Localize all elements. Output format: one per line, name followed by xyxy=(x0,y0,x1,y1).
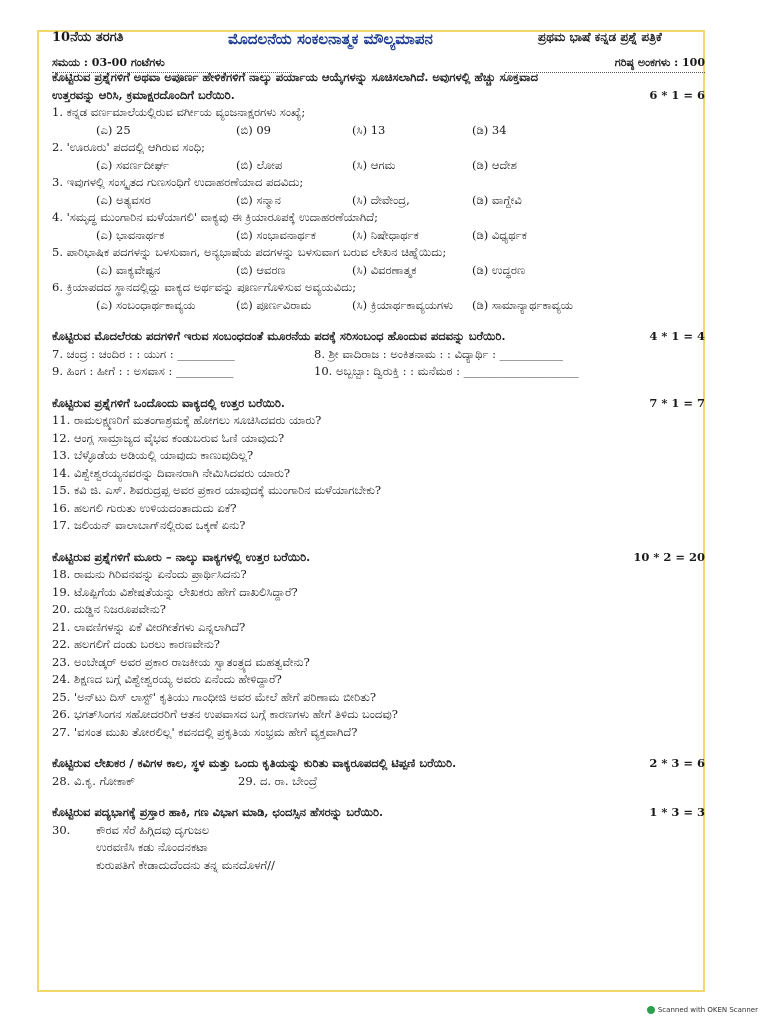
option-c: (ಸಿ) ಆಗಮ xyxy=(352,157,396,172)
question-22: 22. ಹಲಗಲಿಗೆ ದಂಡು ಬರಲು ಕಾರಣವೇನು? xyxy=(52,637,220,651)
question-17: 17. ಜಲಿಯನ್ ವಾಲಾಬಾಗ್‌ನಲ್ಲಿರುವ ಒಕ್ಕಣೆ ಏನು? xyxy=(52,518,246,532)
option-b: (ಬಿ) ಸನ್ಮಾನ xyxy=(236,192,281,207)
question-18: 18. ರಾಮನು ಗಿರಿವನವನ್ನು ಏನೆಂದು ಪ್ರಾರ್ಥಿಸಿದನು? xyxy=(52,567,247,581)
option-c: (ಸಿ) 13 xyxy=(352,122,386,137)
question-1-options xyxy=(52,122,705,140)
option-c: (ಸಿ) ದೇವೇಂದ್ರ, xyxy=(352,192,410,207)
question-20: 20. ದುಡ್ಡಿನ ನಿಜರೂಪವೇನು? xyxy=(52,602,166,616)
option-b: (ಬಿ) ಪೂರ್ಣವಿರಾಮ xyxy=(236,297,312,312)
question-29: 29. ದ. ರಾ. ಬೇಂದ್ರೆ xyxy=(238,773,318,788)
section5-marks: 2 * 3 = 6 xyxy=(649,756,705,770)
section2-instruction: ಕೊಟ್ಟಿರುವ ಮೊದಲೆರಡು ಪದಗಳಿಗೆ ಇರುವ ಸಂಬಂಧದಂತೆ ಮೂರನೆಯ ಪದಕ್ಕೆ ಸರಿಸಂಬಂಧ ಹೊಂದುವ ಪದವನ್ನು ಬರೆಯಿರಿ. xyxy=(52,329,506,343)
section2-marks: 4 * 1 = 4 xyxy=(649,329,705,343)
question-28: 28. ವಿ.ಕೃ. ಗೋಕಾಕ್ xyxy=(52,773,136,788)
question-4-options xyxy=(52,227,705,245)
scanner-logo-icon xyxy=(647,1006,655,1014)
option-b: (ಬಿ) ಲೋಪ xyxy=(236,157,283,172)
section5-instruction: ಕೊಟ್ಟಿರುವ ಲೇಖಕರ / ಕವಿಗಳ ಕಾಲ, ಸ್ಥಳ ಮತ್ತು ಒಂದು ಕೃತಿಯನ್ನು ಕುರಿತು ವಾಕ್ಯರೂಪದಲ್ಲಿ ಟಿಪ್ಪಣಿ ಬರೆಯಿರಿ. xyxy=(52,756,457,770)
question-12: 12. ಆಂಗ್ಲ ಸಾಮ್ರಾಜ್ಯದ ವೈಭವ ಕಂಡುಬರುವ ಓಣಿ ಯಾವುದು? xyxy=(52,430,285,445)
section4-marks: 10 * 2 = 20 xyxy=(633,549,705,564)
question-26: 26. ಭಗತ್‌ಸಿಂಗನ ಸಹೋದರರಿಗೆ ಆತನ ಉಪವಾಸದ ಬಗ್ಗೆ ಕಾರಣಗಳು ಹೇಗೆ ತಿಳಿದು ಬಂದವು? xyxy=(52,707,398,721)
section1-marks: 6 * 1 = 6 xyxy=(649,87,705,102)
question-8: 8. ಶ್ರೀ ವಾದಿರಾಜ : ಅಂಕಿತನಾಮ : : ವಿದ್ಯಾರ್ಥಿ : ___________ xyxy=(314,346,563,361)
question-2-options xyxy=(52,157,705,175)
option-a: (ಎ) ಸಂಬಂಧಾರ್ಥಕಾವ್ಯಯ xyxy=(96,297,196,312)
option-a: (ಎ) ಭಾವನಾರ್ಥಕ xyxy=(96,227,165,242)
option-d: (ಡಿ) ವಿಧ್ಯರ್ಥಕ xyxy=(472,227,527,242)
option-d: (ಡಿ) ಉದ್ಧರಣ xyxy=(472,262,526,277)
section6-instruction: ಕೊಟ್ಟಿರುವ ಪದ್ಯಭಾಗಕ್ಕೆ ಪ್ರಸ್ತಾರ ಹಾಕಿ, ಗಣ ವಿಭಾಗ ಮಾಡಿ, ಛಂದಸ್ಸಿನ ಹೆಸರನ್ನು ಬರೆಯಿರಿ. xyxy=(52,805,384,819)
poem-line-2: ಉರವಣಿಸಿ ಕಡು ನೊಂದನಕಟಾ xyxy=(96,840,208,854)
section4-instruction: ಕೊಟ್ಟಿರುವ ಪ್ರಶ್ನೆಗಳಿಗೆ ಮೂರು – ನಾಲ್ಕು ವಾಕ್ಯಗಳಲ್ಲಿ ಉತ್ತರ ಬರೆಯಿರಿ. xyxy=(52,549,311,564)
question-9: 9. ಹಿಂಗ : ಹೀಗೆ : : ಅಸವಾಸ : __________ xyxy=(52,364,234,378)
option-d: (ಡಿ) ವಾಗ್ದೇವಿ xyxy=(472,192,522,207)
question-19: 19. ಟೊಪ್ಪಿಗೆಯ ವಿಶೇಷತೆಯನ್ನು ಲೇಖಕರು ಹೇಗೆ ದಾಖಲಿಸಿದ್ದಾರೆ? xyxy=(52,584,298,599)
question-3-options xyxy=(52,192,705,210)
question-14: 14. ವಿಶ್ವೇಶ್ವರಯ್ಯನವರನ್ನು ದಿವಾನರಾಗಿ ನೇಮಿಸಿದವರು ಯಾರು? xyxy=(52,465,291,480)
scanner-watermark xyxy=(647,1006,758,1014)
question-21: 21. ಲಾವಣಿಗಳನ್ನು ಏಕೆ ವೀರಗೀತೆಗಳು ಎನ್ನಲಾಗಿದೆ? xyxy=(52,619,246,634)
question-27: 27. 'ವಸಂತ ಮುಖ ತೋರಲಿಲ್ಲ' ಕವನದಲ್ಲಿ ಪ್ರಕೃತಿಯ ಸಂಭ್ರಮ ಹೇಗೆ ವ್ಯಕ್ತವಾಗಿದೆ? xyxy=(52,724,358,739)
poem-line-1: ಕೌರವ ಸೆರೆ ಹಿಗ್ಗಿದವು ದೃಗುಜಲ xyxy=(96,822,210,837)
paper-subject: ಪ್ರಥಮ ಭಾಷೆ ಕನ್ನಡ ಪ್ರಶ್ನೆ ಪತ್ರಿಕೆ xyxy=(538,30,662,44)
max-marks-label: ಗರಿಷ್ಠ ಅಂಕಗಳು : 100 xyxy=(505,54,705,73)
question-30-number: 30. xyxy=(52,822,71,837)
question-1: 1. ಕನ್ನಡ ವರ್ಣಮಾಲೆಯಲ್ಲಿರುವ ವರ್ಗೀಯ ವ್ಯಂಜನಾಕ್ಷರಗಳು ಸಂಖ್ಯೆ; xyxy=(52,105,306,119)
section6-marks: 1 * 3 = 3 xyxy=(649,805,705,819)
option-a: (ಎ) 25 xyxy=(96,122,131,137)
question-3: 3. ಇವುಗಳಲ್ಲಿ ಸಂಸ್ಕೃತದ ಗುಣಸಂಧಿಗೆ ಉದಾಹರಣೆಯಾದ ಪದವಿದು; xyxy=(52,175,304,189)
option-d: (ಡಿ) 34 xyxy=(472,122,507,137)
question-24: 24. ಶಿಕ್ಷಣದ ಬಗ್ಗೆ ವಿಶ್ವೇಶ್ವರಯ್ಯ ಅವರು ಏನೆಂದು ಹೇಳಿದ್ದಾರೆ? xyxy=(52,672,282,686)
exam-content xyxy=(52,54,705,874)
question-11: 11. ರಾಮಲಕ್ಷ್ಮಣರಿಗೆ ಮತಂಗಾಶ್ರಮಕ್ಕೆ ಹೋಗಲು ಸೂಚಿಸಿದವರು ಯಾರು? xyxy=(52,413,322,427)
question-7: 7. ಚಂದ್ರ : ಚಂದಿರ : : ಯುಗ : __________ xyxy=(52,346,235,361)
option-b: (ಬಿ) 09 xyxy=(236,122,271,137)
option-d: (ಡಿ) ಆದೇಶ xyxy=(472,157,517,172)
question-6: 6. ಕ್ರಿಯಾಪದದ ಸ್ಥಾನದಲ್ಲಿದ್ದು ವಾಕ್ಯದ ಅರ್ಥವನ್ನು ಪೂರ್ಣಗೊಳಿಸುವ ಅವ್ಯಯವಿದು; xyxy=(52,280,357,294)
exam-title: ಮೊದಲನೆಯ ಸಂಕಲನಾತ್ಮಕ ಮೌಲ್ಯಮಾಪನ xyxy=(228,30,433,48)
question-23: 23. ಅಂಬೇಡ್ಕರ್ ಅವರ ಪ್ರಕಾರ ರಾಜಕೀಯ ಸ್ವಾತಂತ್ರ್ಯದ ಮಹತ್ವವೇನು? xyxy=(52,654,310,669)
question-16: 16. ಹಲಗಲಿ ಗುರುತು ಉಳಿಯದಂತಾದುದು ಏಕೆ? xyxy=(52,500,237,515)
section1-questions xyxy=(52,104,705,314)
option-c: (ಸಿ) ವಿವರಣಾತ್ಮಕ xyxy=(352,262,417,277)
question-2: 2. 'ಊರೂರು' ಪದದಲ್ಲಿ ಆಗಿರುವ ಸಂಧಿ; xyxy=(52,140,206,154)
section3-marks: 7 * 1 = 7 xyxy=(649,395,705,410)
question-4: 4. 'ಸಮೃದ್ಧ ಮುಂಗಾರಿನ ಮಳೆಯಾಗಲಿ' ವಾಕ್ಯವು ಈ ಕ್ರಿಯಾರೂಪಕ್ಕೆ ಉದಾಹರಣೆಯಾಗಿದೆ; xyxy=(52,210,378,224)
question-5-options xyxy=(52,262,705,280)
question-10: 10. ಅಬ್ಬಬ್ಬಾ: ದ್ವಿರುಕ್ತಿ : : ಮನೆಮಠ : ____________________ xyxy=(314,364,579,378)
class-label: 10ನೆಯ ತರಗತಿ xyxy=(52,30,124,45)
question-25: 25. 'ಅನ್‌ಟು ದಿಸ್ ಲಾಸ್ಟ್' ಕೃತಿಯು ಗಾಂಧೀಜಿ ಅವರ ಮೇಲೆ ಹೇಗೆ ಪರಿಣಾಮ ಬೀರಿತು? xyxy=(52,689,377,704)
option-a: (ಎ) ವಾಕ್ಯವೇಷ್ಟನ xyxy=(96,262,161,277)
option-b: (ಬಿ) ಆವರಣ xyxy=(236,262,286,277)
question-13: 13. ಬೆಳ್ಳೊಡೆಯ ಅಡಿಯಲ್ಲಿ ಯಾವುದು ಕಾಣುವುದಿಲ್ಲ? xyxy=(52,448,254,462)
poem-line-3: ಕುರುಪತಿಗೆ ಕೇಡಾದುದೆಂದನು ತನ್ನ ಮನದೊಳಗೆ// xyxy=(96,857,275,872)
question-6-options xyxy=(52,297,705,315)
section1-instruction: ಕೊಟ್ಟಿರುವ ಪ್ರಶ್ನೆಗಳಿಗೆ ಅಥವಾ ಅಪೂರ್ಣ ಹೇಳಿಕೆಗಳಿಗೆ ನಾಲ್ಕು ಪರ್ಯಾಯ ಆಯ್ಕೆಗಳನ್ನು ಸೂಚಿಸಲಾಗಿದೆ. ಅವುಗಳಲ್ಲಿ ಹೆಚ್ಚು ಸೂಕ್ತವಾದ xyxy=(52,70,539,84)
time-label: ಸಮಯ : 03-00 ಗಂಟೆಗಳು xyxy=(52,54,292,73)
option-d: (ಡಿ) ಸಾಮಾನ್ಯಾರ್ಥಕಾವ್ಯಯ xyxy=(472,297,573,312)
section1-instruction-cont: ಉತ್ತರವನ್ನು ಆರಿಸಿ, ಕ್ರಮಾಕ್ಷರದೊಂದಿಗೆ ಬರೆಯಿರಿ. xyxy=(52,87,235,102)
section3-instruction: ಕೊಟ್ಟಿರುವ ಪ್ರಶ್ನೆಗಳಿಗೆ ಒಂದೊಂದು ವಾಕ್ಯದಲ್ಲಿ ಉತ್ತರ ಬರೆಯಿರಿ. xyxy=(52,395,285,410)
option-a: (ಎ) ಅತ್ಯವಸರ xyxy=(96,192,151,207)
question-5: 5. ಪಾರಿಭಾಷಿಕ ಪದಗಳನ್ನು ಬಳಸುವಾಗ, ಅನ್ಯಭಾಷೆಯ ಪದಗಳನ್ನು ಬಳಸುವಾಗ ಬರುವ ಲೇಖನ ಚಿಹ್ನೆಯಿದು; xyxy=(52,245,447,259)
option-b: (ಬಿ) ಸಂಭಾವನಾರ್ಥಕ xyxy=(236,227,316,242)
option-a: (ಎ) ಸವರ್ಣದೀರ್ಘ xyxy=(96,157,169,172)
scanner-text: Scanned with OKEN Scanner xyxy=(657,1006,758,1014)
question-15: 15. ಕವಿ ಜಿ. ಎಸ್. ಶಿವರುದ್ರಪ್ಪ ಅವರ ಪ್ರಕಾರ ಯಾವುದಕ್ಕೆ ಮುಂಗಾರಿನ ಮಳೆಯಾಗಬೇಕು? xyxy=(52,483,382,497)
option-c: (ಸಿ) ನಿಷೇಧಾರ್ಥಕ xyxy=(352,227,419,242)
option-c: (ಸಿ) ಕ್ರಿಯಾರ್ಥಕಾವ್ಯಯಗಳು xyxy=(352,297,454,312)
